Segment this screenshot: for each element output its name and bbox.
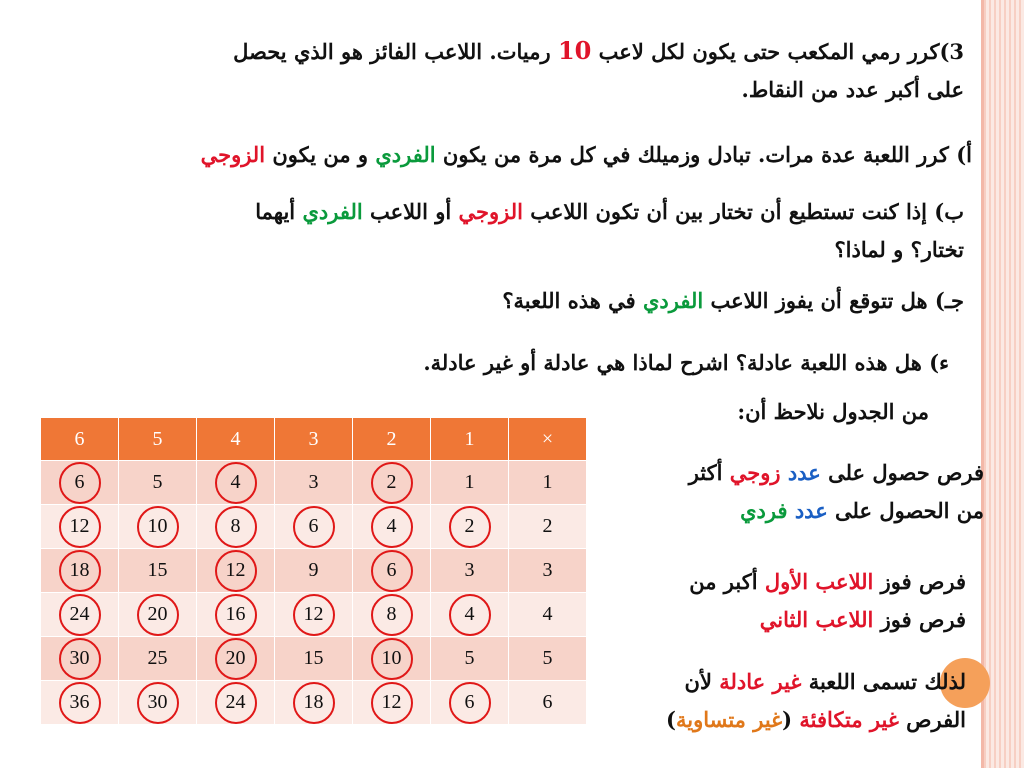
question-3-number: 10 bbox=[557, 36, 592, 65]
product-cell bbox=[353, 637, 431, 681]
product-cell bbox=[119, 461, 197, 505]
product-cell bbox=[353, 593, 431, 637]
note-even-odd-line1 bbox=[564, 454, 984, 492]
product-cell bbox=[119, 549, 197, 593]
question-3-text-b: رميات. اللاعب الفائز هو الذي يحصل bbox=[233, 39, 558, 64]
cell-value: 5 bbox=[542, 647, 553, 669]
table-row bbox=[41, 681, 587, 725]
cell-value: 30 bbox=[69, 647, 90, 669]
question-3-text-a: 3)كرر رمي المكعب حتى يكون لكل لاعب bbox=[591, 39, 964, 64]
note-even-odd-text-b: أكثر bbox=[688, 460, 730, 485]
product-cell bbox=[41, 681, 119, 725]
cell-value: 15 bbox=[303, 647, 324, 669]
note-conclusion-therefore: لذلك bbox=[924, 669, 966, 694]
product-cell bbox=[275, 505, 353, 549]
product-cell bbox=[119, 637, 197, 681]
product-cell bbox=[119, 505, 197, 549]
product-cell bbox=[353, 549, 431, 593]
cell-value: 16 bbox=[225, 603, 246, 625]
cell-value: 12 bbox=[225, 559, 246, 581]
cell-value: 6 bbox=[542, 691, 553, 713]
question-b-text-a: ب) إذا كنت تستطيع أن تختار بين أن تكون اللاعب bbox=[522, 199, 964, 224]
note-conclusion-line1 bbox=[506, 663, 966, 701]
table-row bbox=[41, 461, 587, 505]
note-conclusion-text-a: تسمى اللعبة bbox=[801, 669, 925, 694]
cell-value: 9 bbox=[308, 559, 319, 581]
cell-value: 6 bbox=[74, 471, 85, 493]
cell-value: 18 bbox=[69, 559, 90, 581]
product-cell bbox=[431, 505, 509, 549]
note-players-first: اللاعب الأول bbox=[764, 569, 874, 594]
product-cell bbox=[275, 593, 353, 637]
product-cell bbox=[197, 681, 275, 725]
cell-value: 36 bbox=[69, 691, 90, 713]
product-cell bbox=[197, 549, 275, 593]
product-cell bbox=[353, 505, 431, 549]
product-cell bbox=[119, 681, 197, 725]
note-players-line1 bbox=[546, 563, 966, 601]
cell-value: 10 bbox=[147, 515, 168, 537]
question-b bbox=[44, 193, 964, 269]
note-even-odd-text-c: من الحصول على bbox=[827, 498, 984, 523]
cell-value: 18 bbox=[303, 691, 324, 713]
product-cell bbox=[275, 637, 353, 681]
cell-value: 4 bbox=[542, 603, 553, 625]
note-even-odd bbox=[564, 454, 984, 530]
product-cell bbox=[431, 549, 509, 593]
note-conclusion-text-c: الفرص bbox=[898, 707, 966, 732]
cell-value: 2 bbox=[464, 515, 475, 537]
cell-value: 3 bbox=[308, 471, 319, 493]
product-cell bbox=[41, 593, 119, 637]
header-cell: 5 bbox=[119, 418, 197, 461]
note-even-odd-number-word: عدد bbox=[787, 460, 821, 485]
product-cell bbox=[41, 505, 119, 549]
table-row bbox=[41, 505, 587, 549]
header-cell: 2 bbox=[353, 418, 431, 461]
note-conclusion bbox=[506, 663, 966, 739]
question-b-even: الزوجي bbox=[458, 199, 523, 224]
question-d: ء) هل هذه اللعبة عادلة؟ اشرح لماذا هي عادلة أو غير عادلة. bbox=[423, 350, 949, 375]
cell-value: 8 bbox=[230, 515, 241, 537]
product-cell bbox=[431, 593, 509, 637]
cell-value: 24 bbox=[225, 691, 246, 713]
question-c bbox=[64, 282, 964, 320]
cell-value: 8 bbox=[386, 603, 397, 625]
note-players-text-a: فرص فوز bbox=[873, 569, 966, 594]
product-cell bbox=[431, 637, 509, 681]
cell-value: 4 bbox=[464, 603, 475, 625]
cell-value: 3 bbox=[542, 559, 553, 581]
cell-value: 12 bbox=[69, 515, 90, 537]
note-conclusion-unequal-2: غير متساوية bbox=[675, 707, 783, 732]
note-players-text-c: فرص فوز bbox=[873, 607, 966, 632]
product-cell bbox=[275, 461, 353, 505]
question-c-odd: الفردي bbox=[642, 288, 704, 313]
header-cell: 3 bbox=[275, 418, 353, 461]
cell-value: 6 bbox=[308, 515, 319, 537]
cell-value: 25 bbox=[147, 647, 168, 669]
question-a-text-a: أ) كرر اللعبة عدة مرات. تبادل وزميلك في كل مرة من يكون bbox=[435, 142, 972, 167]
question-b-text-c: أيهما bbox=[255, 199, 303, 224]
cell-value: 1 bbox=[464, 471, 475, 493]
table-header-row bbox=[41, 418, 587, 461]
product-cell bbox=[275, 549, 353, 593]
note-even-odd-odd: فردي bbox=[740, 498, 788, 523]
note-conclusion-unfair: غير عادلة bbox=[719, 669, 802, 694]
note-even-odd-text-a: فرص حصول على bbox=[820, 460, 984, 485]
cell-value: 15 bbox=[147, 559, 168, 581]
cell-value: 1 bbox=[542, 471, 553, 493]
question-c-text-b: في هذه اللعبة؟ bbox=[502, 288, 643, 313]
cell-value: 20 bbox=[147, 603, 168, 625]
note-conclusion-line2 bbox=[506, 701, 966, 739]
question-a-even: الزوجي bbox=[200, 142, 266, 167]
question-a-odd: الفردي bbox=[375, 142, 436, 167]
product-cell bbox=[197, 461, 275, 505]
note-conclusion-text-b: لأن bbox=[684, 669, 720, 694]
header-cell: 6 bbox=[41, 418, 119, 461]
question-c-text-a: جـ) هل تتوقع أن يفوز اللاعب bbox=[703, 288, 964, 313]
cell-value: 3 bbox=[464, 559, 475, 581]
product-cell bbox=[119, 593, 197, 637]
question-b-line2: تختار؟ و لماذا؟ bbox=[834, 237, 964, 262]
cell-value: 5 bbox=[152, 471, 163, 493]
table-row bbox=[41, 637, 587, 681]
product-cell bbox=[431, 461, 509, 505]
note-players-text-b: أكبر من bbox=[689, 569, 765, 594]
product-cell bbox=[197, 593, 275, 637]
product-cell bbox=[275, 681, 353, 725]
stripe-edge-line bbox=[981, 0, 984, 768]
table-row bbox=[41, 549, 587, 593]
cell-value: 4 bbox=[386, 515, 397, 537]
cell-value: 24 bbox=[69, 603, 90, 625]
product-cell bbox=[197, 637, 275, 681]
note-players bbox=[546, 563, 966, 639]
multiplication-table bbox=[40, 417, 587, 725]
product-cell bbox=[197, 505, 275, 549]
note-even-odd-number-word-2: عدد bbox=[794, 498, 828, 523]
product-cell bbox=[353, 681, 431, 725]
product-cell bbox=[41, 549, 119, 593]
note-players-line2 bbox=[546, 601, 966, 639]
question-a bbox=[12, 136, 972, 174]
cell-value: 5 bbox=[464, 647, 475, 669]
header-cell: 4 bbox=[197, 418, 275, 461]
cell-value: 2 bbox=[386, 471, 397, 493]
cell-value: 6 bbox=[464, 691, 475, 713]
decorative-stripes bbox=[984, 0, 1024, 768]
question-a-text-b: و من يكون bbox=[265, 142, 376, 167]
question-3-line2: على أكبر عدد من النقاط. bbox=[741, 77, 964, 102]
note-even-odd-line2 bbox=[564, 492, 984, 530]
table-row bbox=[41, 593, 587, 637]
note-players-second: اللاعب الثاني bbox=[759, 607, 874, 632]
cell-value: 6 bbox=[386, 559, 397, 581]
cell-value: 30 bbox=[147, 691, 168, 713]
cell-value: 10 bbox=[381, 647, 402, 669]
cell-value: 12 bbox=[381, 691, 402, 713]
header-cell: × bbox=[509, 418, 587, 461]
product-cell bbox=[41, 637, 119, 681]
cell-value: 20 bbox=[225, 647, 246, 669]
table-intro: من الجدول نلاحظ أن: bbox=[737, 399, 929, 424]
note-even-odd-even: زوجي bbox=[729, 460, 781, 485]
question-b-text-b: أو اللاعب bbox=[362, 199, 459, 224]
header-cell: 1 bbox=[431, 418, 509, 461]
note-conclusion-paren-close: ) bbox=[666, 707, 676, 732]
question-b-line1 bbox=[44, 193, 964, 231]
cell-value: 2 bbox=[542, 515, 553, 537]
product-cell bbox=[41, 461, 119, 505]
question-3-line1 bbox=[24, 32, 964, 71]
question-3 bbox=[24, 32, 964, 109]
cell-value: 4 bbox=[230, 471, 241, 493]
note-conclusion-unequal: غير متكافئة bbox=[799, 707, 899, 732]
question-b-odd: الفردي bbox=[302, 199, 363, 224]
cell-value: 12 bbox=[303, 603, 324, 625]
product-cell bbox=[353, 461, 431, 505]
note-conclusion-paren-open: ( bbox=[782, 707, 800, 732]
product-cell bbox=[431, 681, 509, 725]
